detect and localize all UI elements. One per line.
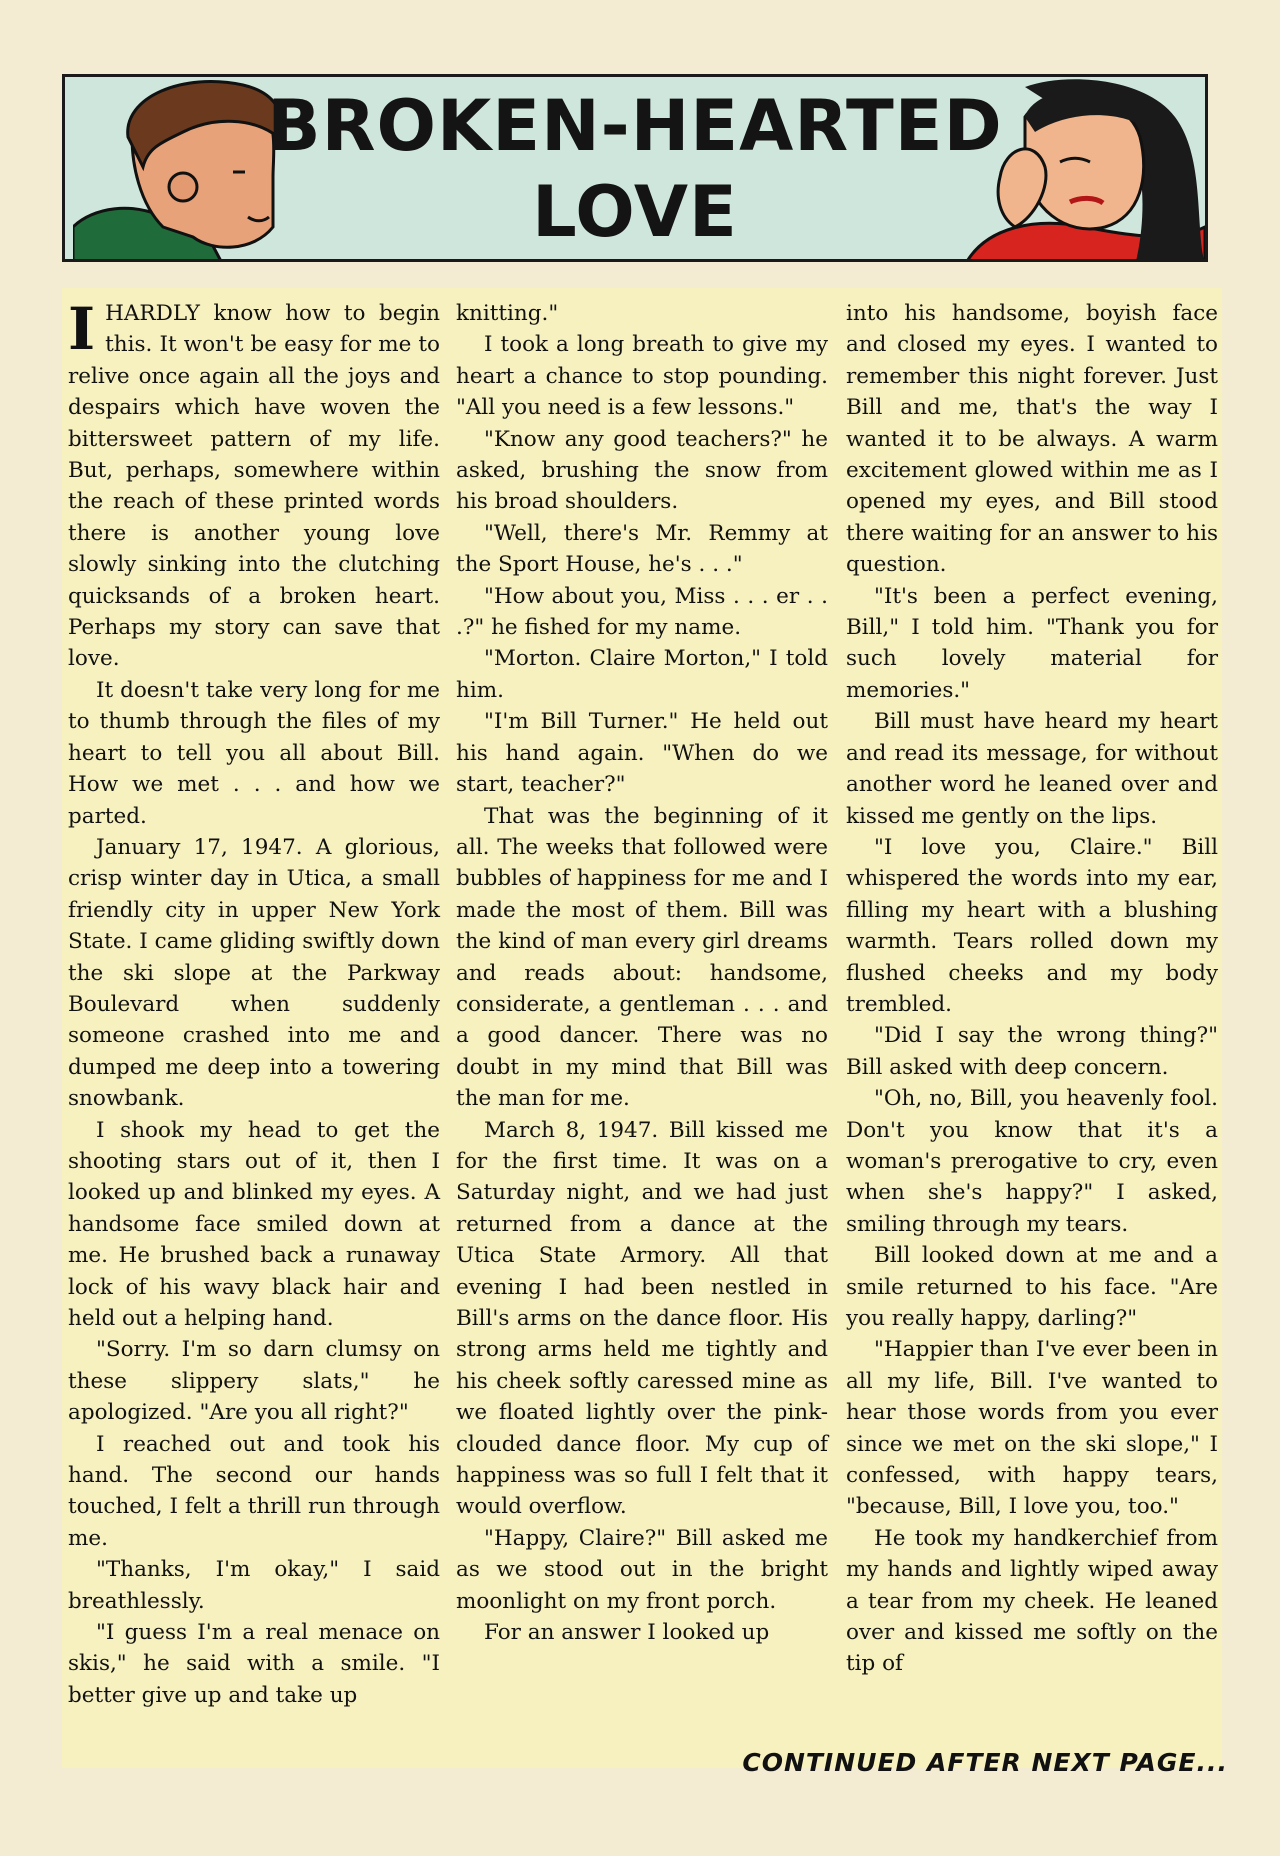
paragraph: "It's been a perfect evening, Bill," I told him. "Thank you for such lovely material for memories." [846, 583, 1218, 703]
story-title [265, 83, 1005, 255]
paragraph: into his handsome, boyish face and closed my eyes. I wanted to remember this night forever. Just Bill and me, that's the way I wanted it to be always. A warm excitement glowed within me as I opened my eyes, and Bill stood there waiting for an answer to his question. [846, 301, 1218, 578]
drop-cap: I [68, 295, 96, 363]
paragraph: "I'm Bill Turner." He held out his hand again. "When do we start, teacher?" [456, 709, 828, 798]
paragraph: knitting." [456, 301, 559, 326]
paragraph: I reached out and took his hand. The second our hands touched, I felt a thrill run through me. [68, 1431, 440, 1551]
paragraph: "Happier than I've ever been in all my life, Bill. I've wanted to hear those words from you ever since we met on the ski slope," I confessed, with happy tears, "because, Bill, I love you, too." [846, 1337, 1218, 1520]
crying-woman-illustration [905, 77, 1205, 262]
paragraph: January 17, 1947. A glorious, crisp winter day in Utica, a small friendly city in upper New York State. I came gliding swiftly down the ski slope at the Parkway Boulevard when suddenly someone crashed into me and dumped me deep into a towering snowbank. [68, 834, 440, 1112]
story-body [62, 288, 1222, 1768]
paragraph: "Did I say the wrong thing?" Bill asked with deep concern. [846, 1023, 1218, 1080]
paragraph: "I love you, Claire." Bill whispered the words into my ear, filling my heart with a blushing warmth. Tears rolled down my flushed cheeks and my body trembled. [846, 834, 1218, 1017]
paragraph: Bill must have heard my heart and read its message, for without another word he leaned over and kissed me gently on the lips. [846, 709, 1218, 829]
paragraph [68, 295, 440, 675]
title-line-2: LOVE [532, 171, 738, 253]
paragraph: I shook my head to get the shooting stars out of it, then I looked up and blinked my eyes. A handsome face smiled down at me. He brushed back a runaway lock of his wavy black hair and held out a helping hand. [68, 1117, 440, 1331]
paragraph: "How about you, Miss . . . er . . .?" he fished for my name. [456, 583, 828, 641]
paragraph: "Oh, no, Bill, you heavenly fool. Don't you know that it's a woman's prerogative to cry, even when she's happy?" I asked, smiling through my tears. [846, 1086, 1218, 1237]
paragraph: He took my handkerchief from my hands and lightly wiped away a tear from my cheek. He leaned over and kissed me softly on the tip of [846, 1525, 1218, 1677]
paragraph: It doesn't take very long for me to thumb through the files of my heart to tell you all about Bill. How we met . . . and how we parted. [68, 677, 440, 829]
paragraph: "Well, there's Mr. Remmy at the Sport House, he's . . ." [456, 520, 828, 578]
paragraph-text: HARDLY know how to begin this. It won't be easy for me to relive once again all the joys and despairs which have woven the bittersweet pattern of my life. But, perhaps, somewhere within the reach of these printed words there is another young love slowly sinking into the clutching quicksands of a broken heart. Perhaps my story can save that love. [68, 301, 440, 672]
story-column-1 [68, 295, 440, 1711]
paragraph: That was the beginning of it all. The weeks that followed were bubbles of happiness for me and I made the most of them. Bill was the kind of man every girl dreams and reads about: handsome, considerate, a gentleman . . . and a good dancer. There was no doubt in my mind that Bill was the man for me. [456, 803, 828, 1112]
paragraph: "Know any good teachers?" he asked, brushing the snow from his broad shoulders. [456, 426, 828, 515]
paragraph: "Thanks, I'm okay," I said breathlessly. [68, 1557, 440, 1614]
story-column-3 [846, 298, 1218, 1680]
continued-notice: CONTINUED AFTER NEXT PAGE... [742, 1748, 1228, 1777]
paragraph: I took a long breath to give my heart a chance to stop pounding. "All you need is a few lessons." [456, 332, 828, 421]
paragraph: "Happy, Claire?" Bill asked me as we stood out in the bright moonlight on my front porch. [456, 1525, 828, 1614]
paragraph: For an answer I looked up [484, 1620, 770, 1646]
paragraph: "I guess I'm a real menace on skis," he said with a smile. "I better give up and take up [68, 1620, 440, 1708]
paragraph: "Sorry. I'm so darn clumsy on these slippery slats," he apologized. "Are you all right?" [68, 1337, 440, 1426]
paragraph: "Morton. Claire Morton," I told him. [456, 646, 828, 703]
title-banner [62, 74, 1208, 262]
story-column-2 [456, 298, 828, 1648]
paragraph: March 8, 1947. Bill kissed me for the first time. It was on a Saturday night, and we had just returned from a dance at the Utica State Armory. All that evening I had been nestled in Bill's arms on the dance floor. His strong arms held me tightly and his cheek softly caressed mine as we floated lightly over the pink-clouded dance floor. My cup of happiness was so full I felt that it would overflow. [456, 1117, 828, 1520]
title-line-1: BROKEN-HEARTED [267, 85, 1003, 167]
paragraph: Bill looked down at me and a smile returned to his face. "Are you really happy, darling?" [846, 1243, 1218, 1331]
